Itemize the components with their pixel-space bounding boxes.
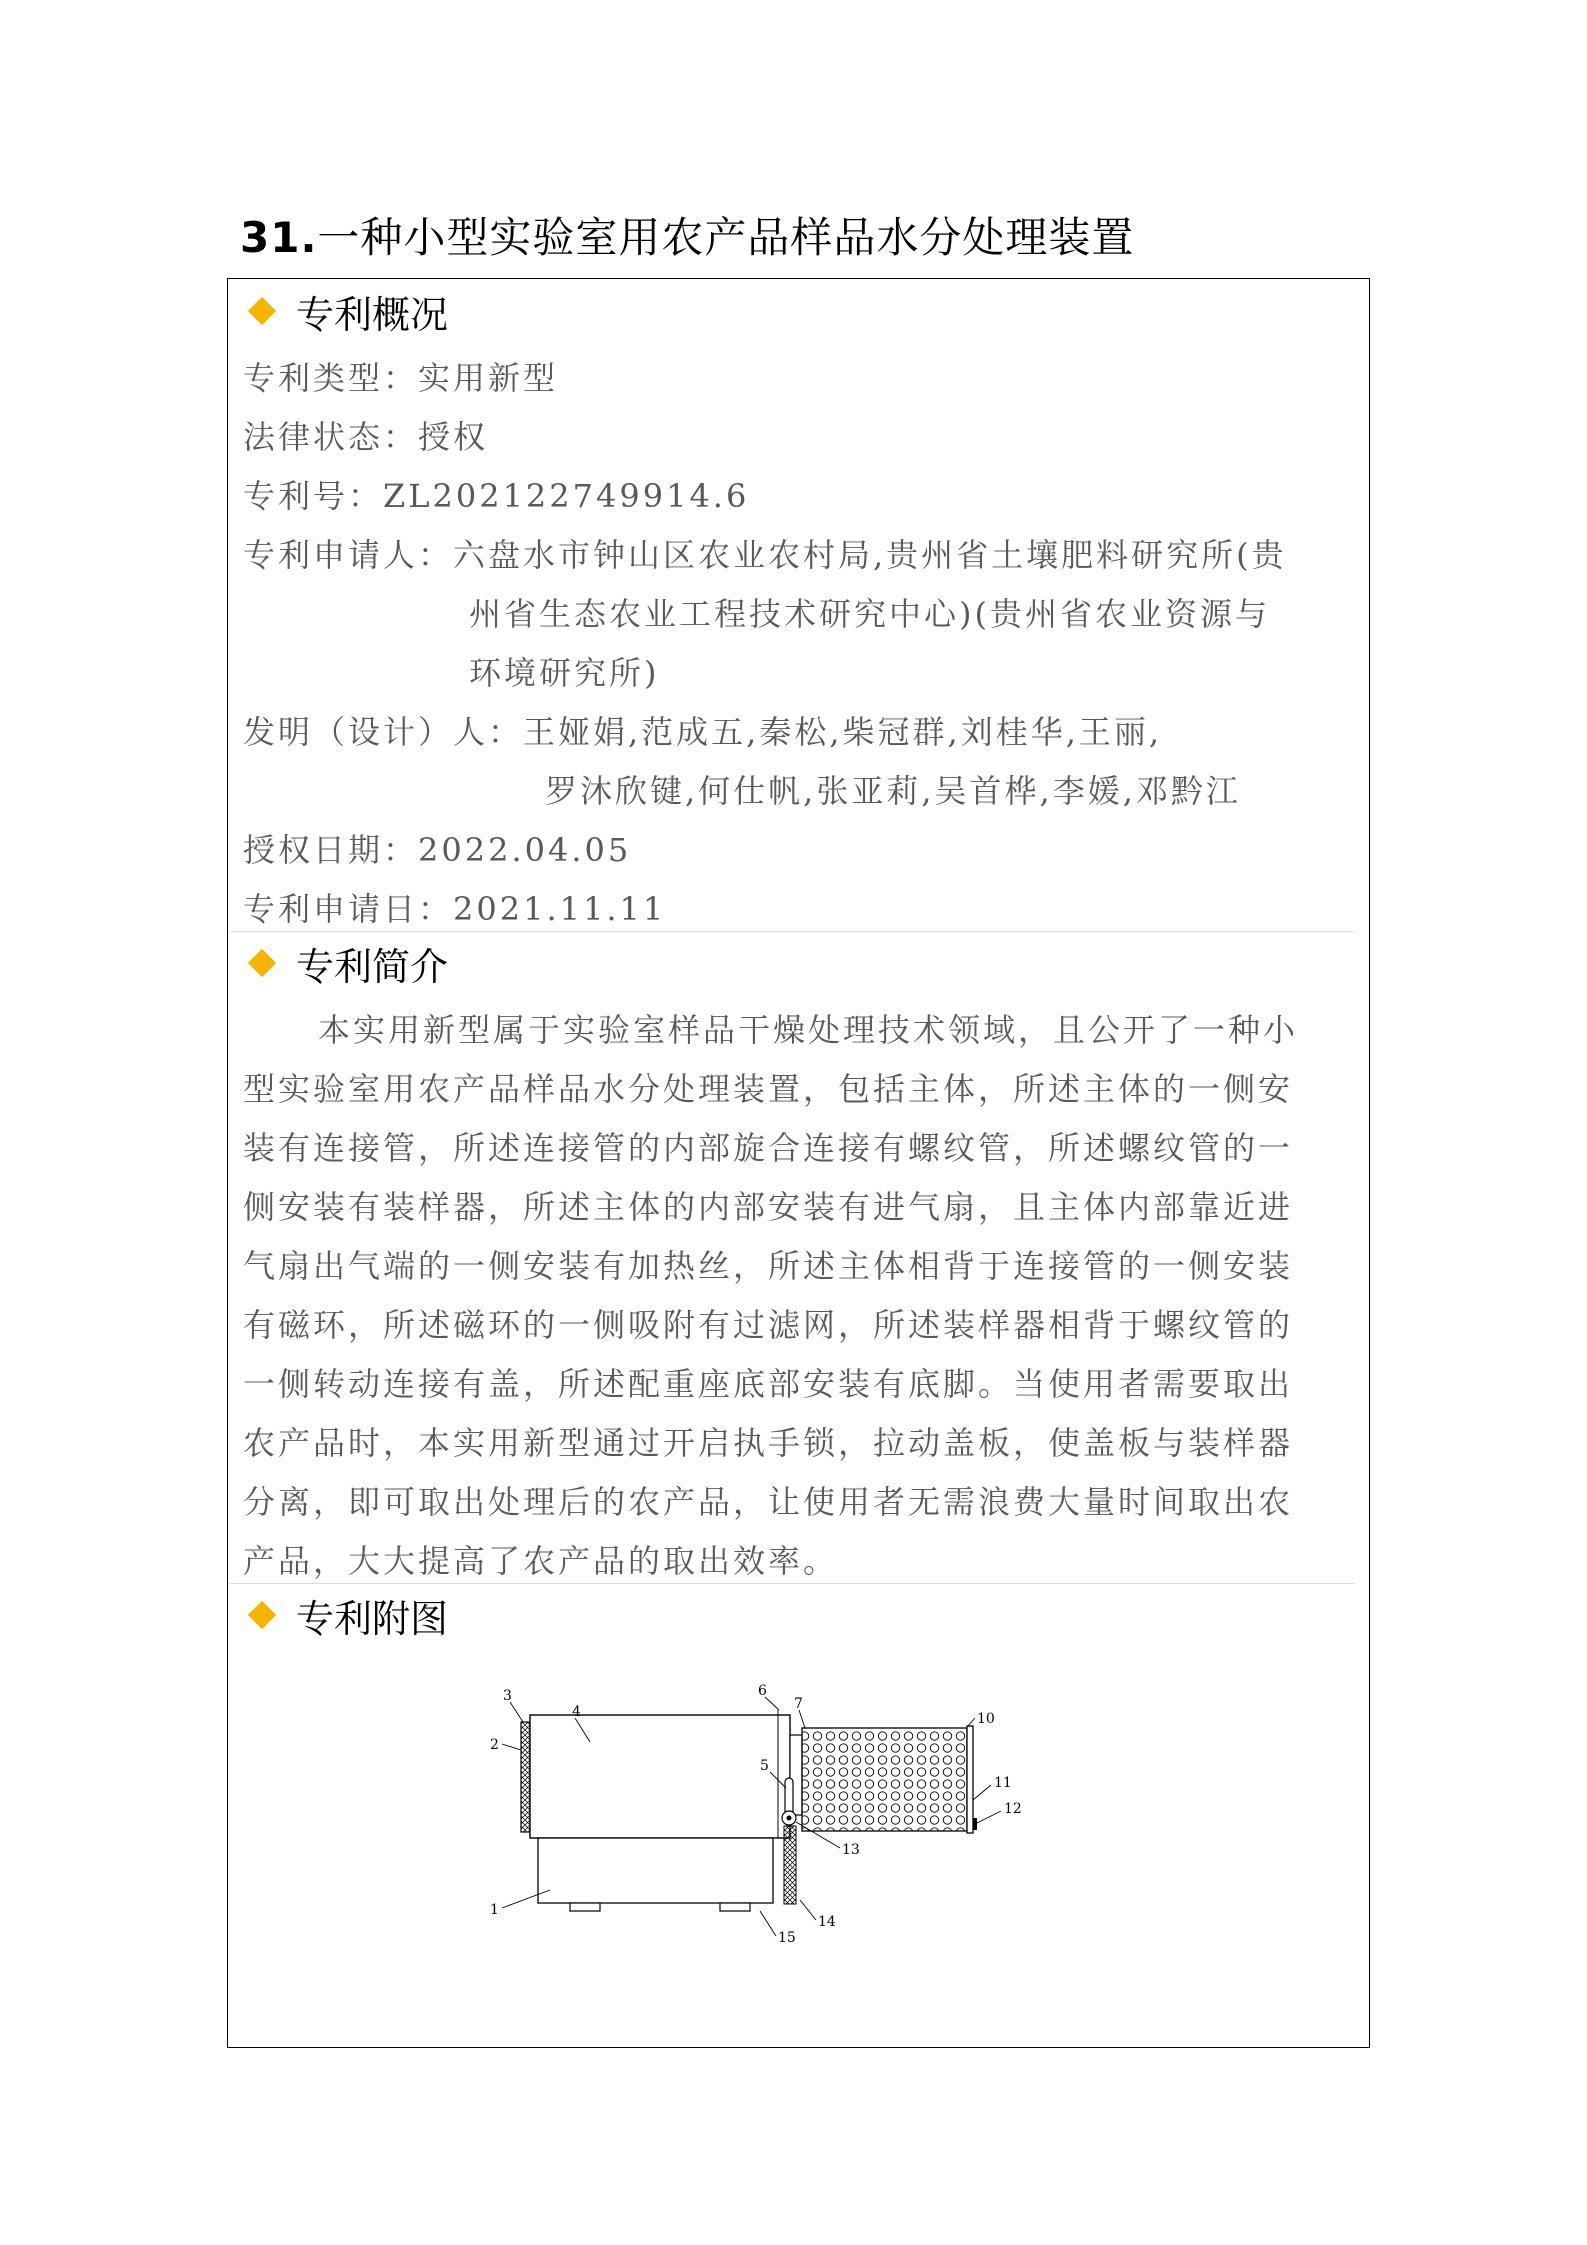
counterweight-part xyxy=(784,1826,796,1904)
part-label: 5 xyxy=(760,1758,769,1774)
page-title xyxy=(240,205,1134,265)
abstract-line-7: 一侧转动连接有盖，所述配重座底部安装有底脚。当使用者需要取出 xyxy=(243,1365,1294,1403)
part-label: 15 xyxy=(778,1930,796,1946)
diamond-bullet-icon xyxy=(248,1601,276,1629)
abstract-line-10: 产品，大大提高了农产品的取出效率。 xyxy=(243,1542,839,1580)
overview-heading xyxy=(243,282,448,340)
section-divider xyxy=(229,931,1355,932)
part-label: 11 xyxy=(994,1775,1012,1791)
abstract-line-6: 有磁环，所述磁环的一侧吸附有过滤网，所述装样器相背于螺纹管的 xyxy=(243,1306,1294,1344)
abstract-heading-text: 专利简介 xyxy=(296,944,449,989)
part-label: 4 xyxy=(572,1704,581,1720)
title-number: 31. xyxy=(240,213,318,262)
part-label: 10 xyxy=(977,1711,995,1727)
filter-screen-part xyxy=(521,1722,530,1832)
diamond-bullet-icon xyxy=(248,297,276,325)
part-label: 7 xyxy=(794,1696,803,1712)
patent-drawing xyxy=(460,1670,1080,1970)
figure-heading-text: 专利附图 xyxy=(296,1596,449,1641)
device-diagram xyxy=(460,1670,1080,1970)
abstract-line-3: 装有连接管，所述连接管的内部旋合连接有螺纹管，所述螺纹管的一 xyxy=(243,1129,1294,1167)
abstract-line-1: 本实用新型属于实验室样品干燥处理技术领域，且公开了一种小 xyxy=(318,1011,1299,1049)
part-label: 2 xyxy=(490,1737,499,1753)
legal-status: 法律状态：授权 xyxy=(243,418,489,456)
patent-type: 专利类型：实用新型 xyxy=(243,359,559,397)
sample-container-part xyxy=(802,1728,967,1831)
part-label: 12 xyxy=(1004,1801,1022,1817)
patent-number: 专利号：ZL202122749914.6 xyxy=(243,477,750,515)
applicant-line-3: 环境研究所) xyxy=(469,654,660,692)
inventor-line-1: 发明（设计）人：王娅娟,范成五,秦松,柴冠群,刘桂华,王丽, xyxy=(243,713,1163,751)
abstract-line-8: 农产品时，本实用新型通过开启执手锁，拉动盖板，使盖板与装样器 xyxy=(243,1424,1294,1462)
lid-part xyxy=(967,1726,973,1833)
inventor-line-2: 罗沐欣键,何仕帆,张亚莉,吴首桦,李媛,邓黔江 xyxy=(545,772,1241,810)
applicant-line-1: 专利申请人：六盘水市钟山区农业农村局,贵州省土壤肥料研究所(贵 xyxy=(243,536,1287,574)
abstract-line-9: 分离，即可取出处理后的农产品，让使用者无需浪费大量时间取出农 xyxy=(243,1483,1294,1521)
base-part xyxy=(538,1838,773,1903)
part-label: 13 xyxy=(842,1842,860,1858)
main-body-part xyxy=(530,1715,790,1838)
part-label: 14 xyxy=(818,1914,836,1930)
part-label: 6 xyxy=(758,1683,767,1699)
section-divider xyxy=(229,1583,1355,1584)
overview-heading-text: 专利概况 xyxy=(296,292,449,337)
title-text: 一种小型实验室用农产品样品水分处理装置 xyxy=(317,213,1135,262)
abstract-line-4: 侧安装有装样器，所述主体的内部安装有进气扇，且主体内部靠近进 xyxy=(243,1188,1294,1226)
figure-heading xyxy=(243,1586,448,1644)
application-date: 专利申请日：2021.11.11 xyxy=(243,890,667,928)
part-label: 3 xyxy=(503,1688,512,1704)
grant-date: 授权日期：2022.04.05 xyxy=(243,831,632,869)
part-label: 1 xyxy=(490,1902,499,1918)
abstract-line-5: 气扇出气端的一侧安装有加热丝，所述主体相背于连接管的一侧安装 xyxy=(243,1247,1294,1285)
diamond-bullet-icon xyxy=(248,949,276,977)
abstract-line-2: 型实验室用农产品样品水分处理装置，包括主体，所述主体的一侧安 xyxy=(243,1070,1294,1108)
applicant-line-2: 州省生态农业工程技术研究中心)(贵州省农业资源与 xyxy=(469,595,1270,633)
abstract-heading xyxy=(243,934,448,992)
